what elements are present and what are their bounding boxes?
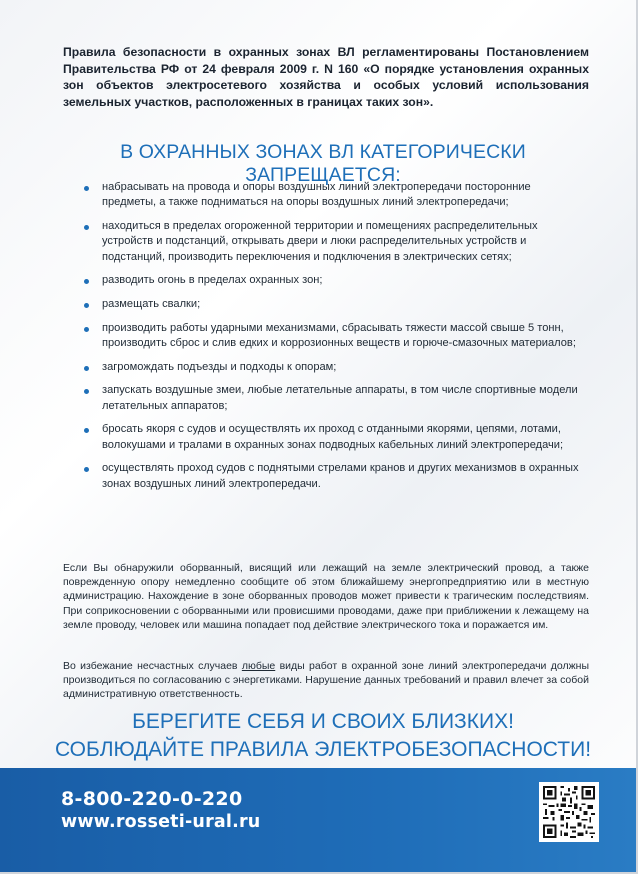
footer-bar <box>0 768 636 872</box>
safety-slogan <box>40 708 606 764</box>
list-item: разводить огонь в пределах охранных зон; <box>82 273 582 288</box>
note-underlined-word: любые <box>241 660 276 672</box>
list-item: осуществлять проход судов с поднятыми стрелами кранов и других механизмов в охранных зонах воздушных линий электропередачи. <box>82 461 582 492</box>
qr-code-icon[interactable] <box>539 782 599 842</box>
list-item: запускать воздушные змеи, любые летательные аппараты, в том числе спортивные модели летательных аппаратов; <box>82 383 582 414</box>
list-item: бросать якоря с судов и осуществлять их проход с отданными якорями, цепями, лотами, волокушами и тралами в охранных зонах подводных кабельных линий электропередачи; <box>82 422 582 453</box>
slogan-line-1: БЕРЕГИТЕ СЕБЯ И СВОИХ БЛИЗКИХ! <box>132 710 514 733</box>
slogan-line-2: СОБЛЮДАЙТЕ ПРАВИЛА ЭЛЕКТРОБЕЗОПАСНОСТИ! <box>54 738 592 761</box>
list-item: находиться в пределах огороженной территории и помещениях распределительных устройств и подстанций, открывать двери и люки распределительных устройств и подстанций, производить переключения и подключения в электрических сетях; <box>82 219 582 265</box>
note-paragraph <box>63 659 589 702</box>
list-item: набрасывать на провода и опоры воздушных линий электропередачи посторонние предметы, а также подниматься на опоры воздушных линий электропередачи; <box>82 180 582 211</box>
list-item: производить работы ударными механизмами, сбрасывать тяжести массой свыше 5 тонн, производить сброс и слив едких и коррозионных веществ и горюче-смазочных материалов; <box>82 321 582 352</box>
list-item: размещать свалки; <box>82 297 582 312</box>
warning-paragraph: Если Вы обнаружили оборванный, висящий или лежащий на земле электрический провод, а также поврежденную опору немедленно сообщите об этом ближайшему энергопредприятию или в местную администрацию. Нахождение в зоне оборванных проводов может привести к трагическим последствиям. При соприкосновении с оборванными или провисшими проводами, даже при приближении к лежащему на земле проводу, человек или машина попадает под действие электрического тока и поражается им. <box>63 562 589 631</box>
prohibited-heading: В ОХРАННЫХ ЗОНАХ ВЛ КАТЕГОРИЧЕСКИ ЗАПРЕЩАЕТСЯ: <box>120 141 526 186</box>
intro-paragraph: Правила безопасности в охранных зонах ВЛ регламентированы Постановлением Правительства РФ от 24 февраля 2009 г. N 160 «О порядке установления охранных зон объектов электросетевого хозяйства и особых условий использования земельных участков, расположенных в границах таких зон». <box>63 45 589 109</box>
note-text-after: виды работ в охранной зоне линий электропередачи должны производиться по согласованию с энергетиками. Нарушение данных требований и правил влечет за собой административную ответственность. <box>63 660 589 701</box>
prohibited-list <box>82 180 582 500</box>
hotline-phone[interactable]: 8-800-220-0-220 <box>61 788 243 810</box>
note-text-before: Во избежание несчастных случаев <box>63 660 242 672</box>
list-item: загромождать подъезды и подходы к опорам; <box>82 360 582 375</box>
website-link[interactable]: www.rosseti-ural.ru <box>61 812 261 832</box>
